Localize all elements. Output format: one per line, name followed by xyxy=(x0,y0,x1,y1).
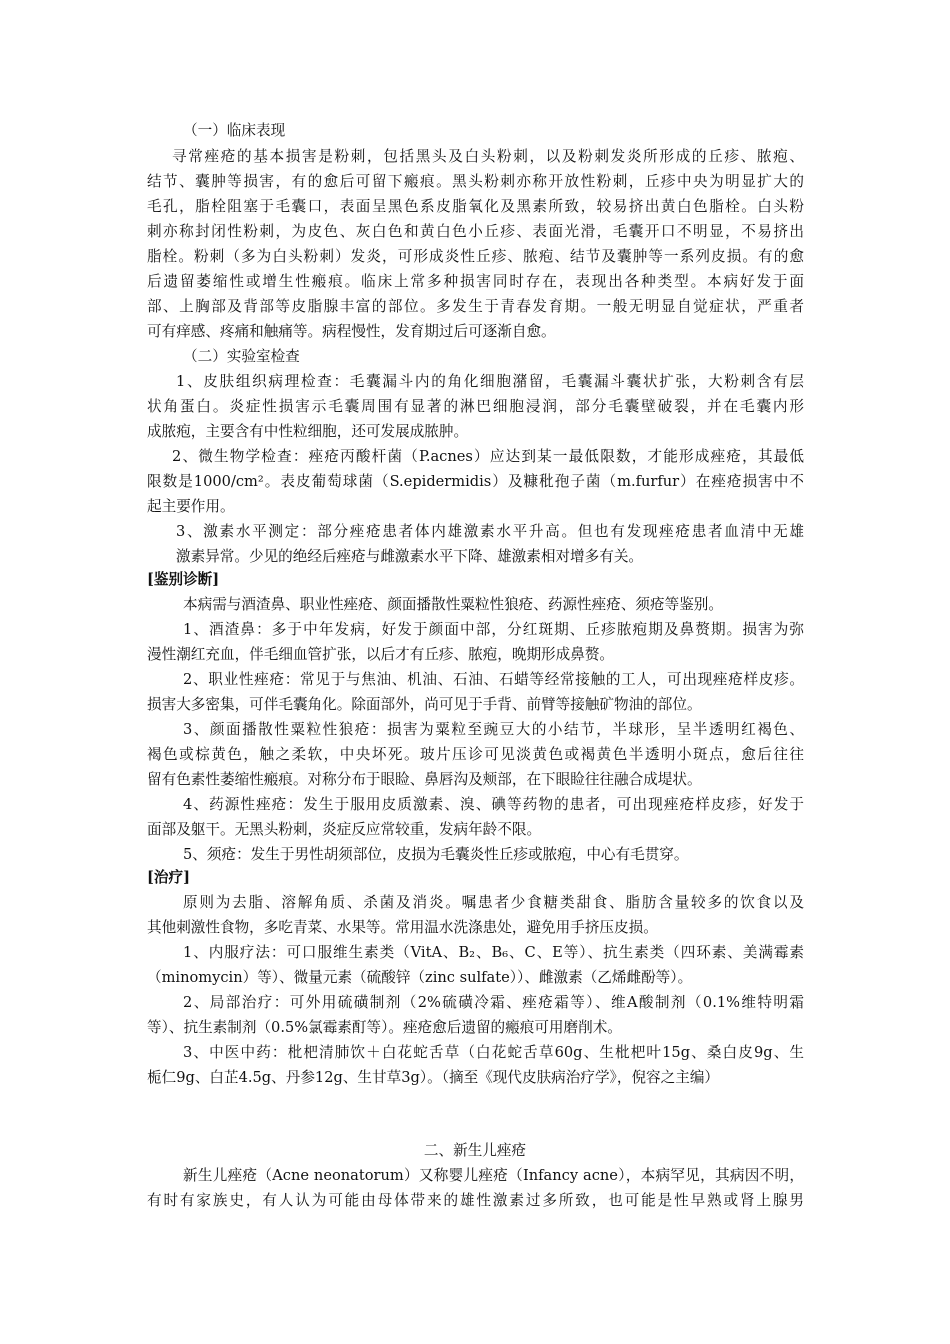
text-line: 激素异常。少见的绝经后痤疮与雌激素水平下降、雄激素相对增多有关。 xyxy=(176,548,644,565)
text-line: 3、激素水平测定：部分痤疮患者体内雄激素水平升高。但也有发现痤疮患者血清中无雄 xyxy=(176,523,804,540)
text-line: 后遗留萎缩性或增生性瘢痕。临床上常多种损害同时存在，表现出各种类型。本病好发于面 xyxy=(147,273,804,290)
text-line: 栀仁9g、白芷4.5g、丹参12g、生甘草3g）。（摘至《现代皮肤病治疗学》，倪容之主编） xyxy=(147,1069,720,1086)
text-line: （二）实验室检查 xyxy=(183,348,300,365)
text-line: 漫性潮红充血，伴毛细血管扩张，以后才有丘疹、脓疱，晚期形成鼻赘。 xyxy=(147,646,615,663)
text-line: 留有色素性萎缩性瘢痕。对称分布于眼睑、鼻唇沟及颊部，在下眼睑往往融合成堤状。 xyxy=(147,771,702,788)
text-line: 3、颜面播散性粟粒性狼疮：损害为粟粒至豌豆大的小结节，半球形，呈半透明红褐色、 xyxy=(183,721,804,738)
text-line: 成脓疱，主要含有中性粒细胞，还可发展成脓肿。 xyxy=(147,423,469,440)
text-line: 本病需与酒渣鼻、职业性痤疮、颜面播散性粟粒性狼疮、药源性痤疮、须疮等鉴别。 xyxy=(183,596,723,613)
text-line: 其他刺激性食物，多吃青菜、水果等。常用温水洗涤患处，避免用手挤压皮损。 xyxy=(147,919,658,936)
text-line: 损害大多密集，可伴毛囊角化。除面部外，尚可见于手背、前臂等接触矿物油的部位。 xyxy=(147,696,702,713)
text-line: 原则为去脂、溶解角质、杀菌及消炎。嘱患者少食糖类甜食、脂肪含量较多的饮食以及 xyxy=(183,894,804,911)
text-line: 结节、囊肿等损害，有的愈后可留下瘢痕。黑头粉刺亦称开放性粉刺，丘疹中央为明显扩大的 xyxy=(147,173,804,190)
text-line: 毛孔，脂栓阻塞于毛囊口，表面呈黑色系皮脂氧化及黑素所致，较易挤出黄白色脂栓。白头粉 xyxy=(147,198,804,215)
text-line: 起主要作用。 xyxy=(147,498,235,515)
section-heading: [治疗] xyxy=(147,869,190,886)
text-line: 状角蛋白。炎症性损害示毛囊周围有显著的淋巴细胞浸润，部分毛囊壁破裂，并在毛囊内形 xyxy=(147,398,804,415)
text-line: 可有痒感、疼痛和触痛等。病程慢性，发育期过后可逐渐自愈。 xyxy=(147,323,556,340)
text-line: 等）、抗生素制剂（0.5%氯霉素酊等）。痤疮愈后遗留的瘢痕可用磨削术。 xyxy=(147,1019,622,1036)
text-line: 2、微生物学检查：痤疮丙酸杆菌（P.acnes）应达到某一最低限数，才能形成痤疮，其最低 xyxy=(172,448,804,465)
text-line: 2、局部治疗：可外用硫磺制剂（2%硫磺冷霜、痤疮霜等）、维A酸制剂（0.1%维特明霜 xyxy=(183,994,804,1011)
text-line: 有时有家族史，有人认为可能由母体带来的雄性激素过多所致，也可能是性早熟或肾上腺男 xyxy=(147,1192,804,1209)
text-line: 新生儿痤疮（Acne neonatorum）又称婴儿痤疮（Infancy acne），本病罕见，其病因不明， xyxy=(183,1167,804,1184)
text-line: （一）临床表现 xyxy=(183,122,286,139)
text-line: 5、须疮：发生于男性胡须部位，皮损为毛囊炎性丘疹或脓疱，中心有毛贯穿。 xyxy=(183,846,689,863)
text-line: 4、药源性痤疮：发生于服用皮质激素、溴、碘等药物的患者，可出现痤疮样皮疹，好发于 xyxy=(183,796,804,813)
text-line: （minomycin）等）、微量元素（硫酸锌（zinc sulfate））、雌激素（乙烯雌酚等）。 xyxy=(147,969,693,986)
text-line: 1、皮肤组织病理检查：毛囊漏斗内的角化细胞潴留，毛囊漏斗囊状扩张，大粉刺含有层 xyxy=(176,373,804,390)
text-line: 3、中医中药：枇杷清肺饮＋白花蛇舌草（白花蛇舌草60g、生枇杷叶15g、桑白皮9g、生 xyxy=(183,1044,804,1061)
text-line: 1、酒渣鼻：多于中年发病，好发于颜面中部，分红斑期、丘疹脓疱期及鼻赘期。损害为弥 xyxy=(183,621,804,638)
text-line: 限数是1000/cm²。表皮葡萄球菌（S.epidermidis）及糠秕孢子菌（m.furfur）在痤疮损害中不 xyxy=(147,473,804,490)
text-line: 2、职业性痤疮：常见于与焦油、机油、石油、石蜡等经常接触的工人，可出现痤疮样皮疹。 xyxy=(183,671,804,688)
text-line: 面部及躯干。无黑头粉刺，炎症反应常较重，发病年龄不限。 xyxy=(147,821,542,838)
text-line: 刺亦称封闭性粉刺，为皮色、灰白色和黄白色小丘疹、表面光滑，毛囊开口不明显，不易挤出 xyxy=(147,223,804,240)
text-line: 部、上胸部及背部等皮脂腺丰富的部位。多发生于青春发育期。一般无明显自觉症状，严重者 xyxy=(147,298,804,315)
text-line: 脂栓。粉刺（多为白头粉刺）发炎，可形成炎性丘疹、脓疱、结节及囊肿等一系列皮损。有的愈 xyxy=(147,248,804,265)
text-line: 褐色或棕黄色，触之柔软，中央坏死。玻片压诊可见淡黄色或褐黄色半透明小斑点，愈后往往 xyxy=(147,746,804,763)
text-line: 寻常痤疮的基本损害是粉刺，包括黑头及白头粉刺，以及粉刺发炎所形成的丘疹、脓疱、 xyxy=(172,148,804,165)
text-line: 1、内服疗法：可口服维生素类（VitA、B₂、B₆、C、E等）、抗生素类（四环素、美满霉素 xyxy=(183,944,804,961)
section-heading: [鉴别诊断] xyxy=(147,571,220,588)
chapter-title: 二、新生儿痤疮 xyxy=(423,1142,527,1159)
